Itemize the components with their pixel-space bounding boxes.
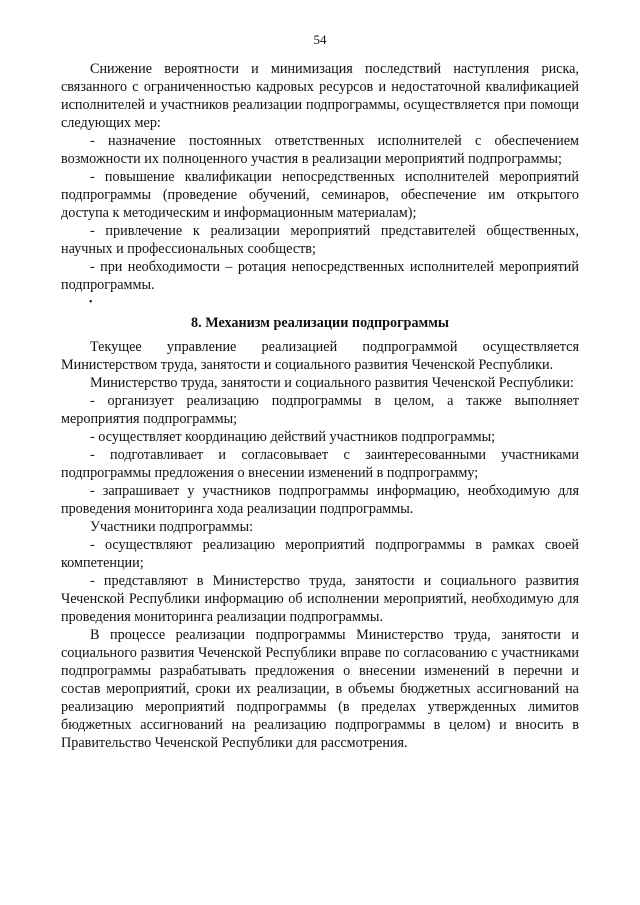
list-item: - подготавливает и согласовывает с заинтересованными участниками подпрограммы предложения о внесении изменений в подпрограмму; xyxy=(61,447,579,481)
document-body xyxy=(61,60,579,752)
page-number: 54 xyxy=(313,32,327,47)
list-item: - осуществляет координацию действий участников подпрограммы; xyxy=(90,429,496,445)
list-item: - представляют в Министерство труда, занятости и социального развития Чеченской Республики информацию об исполнении мероприятий, необходимую для проведения мониторинга реализации подпрограммы. xyxy=(61,573,579,625)
stray-bullet xyxy=(61,294,579,312)
measure-item: - повышение квалификации непосредственных исполнителей мероприятий подпрограммы (проведение обучений, семинаров, обеспечение им открытого доступа к методическим и информационным материалам); xyxy=(61,169,579,221)
paragraph: Текущее управление реализацией подпрограммой осуществляется Министерством труда, занятости и социального развития Чеченской Республики. xyxy=(61,339,579,373)
measure-item: - при необходимости – ротация непосредственных исполнителей мероприятий подпрограммы. xyxy=(61,259,579,293)
bullet-icon: • xyxy=(89,297,93,308)
list-item: - запрашивает у участников подпрограммы информацию, необходимую для проведения мониторинга хода реализации подпрограммы. xyxy=(61,483,579,517)
measure-item: - привлечение к реализации мероприятий представителей общественных, научных и профессиональных сообществ; xyxy=(61,223,579,257)
measure-item: - назначение постоянных ответственных исполнителей с обеспечением возможности их полноценного участия в реализации мероприятий подпрограммы; xyxy=(61,133,579,167)
list-item: - осуществляют реализацию мероприятий подпрограммы в рамках своей компетенции; xyxy=(61,537,579,571)
paragraph: В процессе реализации подпрограммы Министерство труда, занятости и социального развития Чеченской Республики вправе по согласованию с участниками подпрограммы разрабатывать предложения о внесении изменений в перечни и состав мероприятий, сроки их реализации, в объемы бюджетных ассигнований на реализацию мероприятий подпрограммы (в пределах утвержденных лимитов бюджетных ассигнований на реализацию подпрограммы в целом) и вносить в Правительство Чеченской Республики для рассмотрения. xyxy=(61,627,579,751)
section-heading: 8. Механизм реализации подпрограммы xyxy=(191,315,449,331)
risk-mitigation-intro: Снижение вероятности и минимизация последствий наступления риска, связанного с ограниченностью кадровых ресурсов и недостаточной квалификацией исполнителей и участников реализации подпрограммы, осуществляется при помощи следующих мер: xyxy=(61,61,579,131)
paragraph: Министерство труда, занятости и социального развития Чеченской Республики: xyxy=(90,375,574,391)
list-item: - организует реализацию подпрограммы в целом, а также выполняет мероприятия подпрограммы; xyxy=(61,393,579,427)
paragraph: Участники подпрограммы: xyxy=(90,519,254,535)
